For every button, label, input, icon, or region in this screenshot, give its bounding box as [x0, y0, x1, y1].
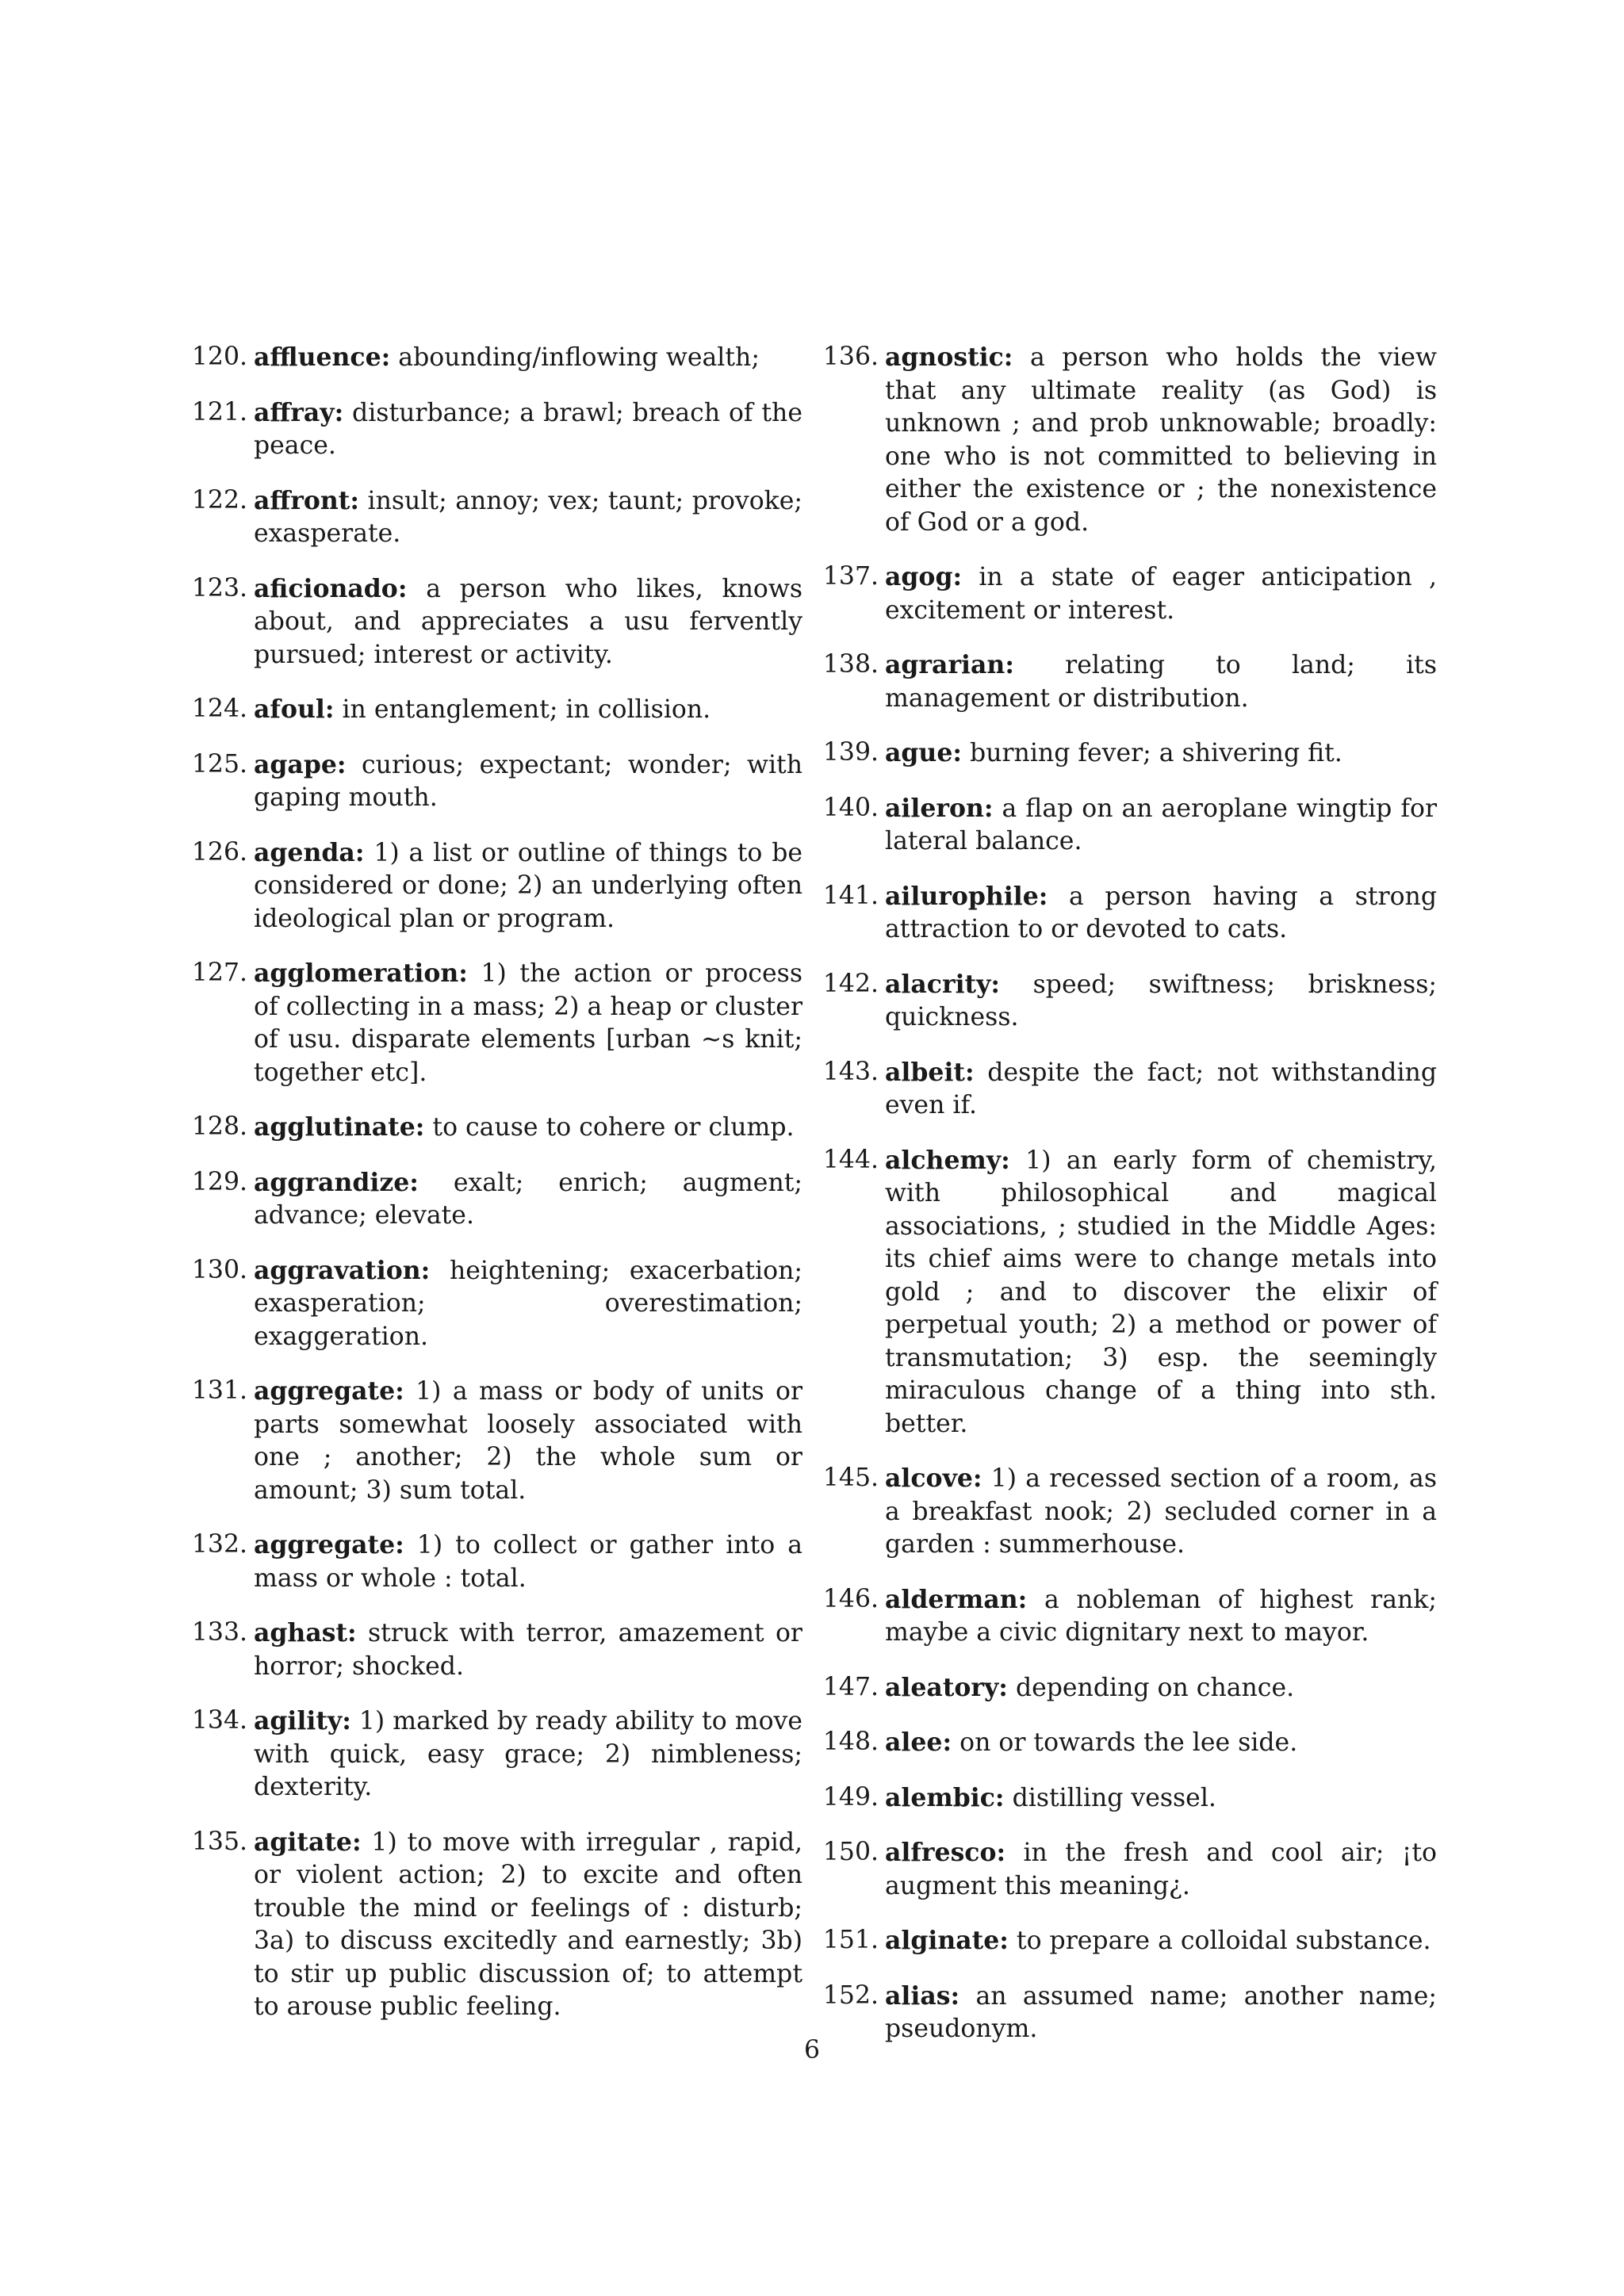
entry-definition: distilling vessel.	[1012, 1783, 1216, 1812]
entry-term: agape:	[254, 749, 347, 779]
dictionary-entry	[818, 1671, 1437, 1705]
entry-definition: in entanglement; in collision.	[342, 695, 711, 724]
dictionary-entry	[818, 649, 1437, 715]
entry-term: alcove:	[885, 1464, 982, 1493]
entry-definition: in a state of eager anticipation , excitement or interest.	[885, 563, 1437, 625]
dictionary-entry	[187, 1617, 802, 1683]
dictionary-entry	[818, 1924, 1437, 1958]
entry-definition: 1) a mass or body of units or parts somewhat loosely associated with one ; another; 2) the whole sum or amount; 3) sum total.	[254, 1377, 802, 1505]
entry-term: agglutinate:	[254, 1112, 425, 1142]
entry-definition: insult; annoy; vex; taunt; provoke; exasperate.	[254, 486, 803, 548]
entry-definition: 1) to collect or gather into a mass or whole : total.	[254, 1531, 802, 1593]
dictionary-entry	[818, 792, 1437, 859]
entry-definition: burning fever; a shivering fit.	[970, 739, 1342, 767]
entry-term: agog:	[885, 562, 963, 591]
entry-number: 146.	[822, 1584, 879, 1613]
entry-number: 140.	[822, 793, 879, 822]
dictionary-entry	[187, 396, 802, 463]
entry-number: 147.	[822, 1672, 879, 1701]
entry-number: 149.	[822, 1782, 879, 1812]
entry-term: aggregate:	[254, 1376, 404, 1406]
entry-term: ague:	[885, 738, 963, 767]
entry-definition: to cause to cohere or clump.	[432, 1113, 795, 1142]
entry-number: 137.	[822, 562, 879, 591]
entry-term: ailurophile:	[885, 881, 1048, 911]
dictionary-entry	[187, 1254, 802, 1354]
entry-term: agitate:	[254, 1827, 362, 1857]
entry-definition: 1) an early form of chemistry, with philosophical and magical associations, ; studied in the Middle Ages: its chief aims were to change metals into gold ; and to discover the elixir of perpetual youth; 2) a method or power of transmutation; 3) esp. the seemingly miraculous change of a thing into sth. better.	[885, 1146, 1437, 1438]
entry-term: alacrity:	[885, 969, 1001, 999]
dictionary-entry	[187, 957, 802, 1089]
entry-definition: speed; swiftness; briskness; quickness.	[885, 970, 1437, 1031]
entry-number: 145.	[822, 1464, 879, 1492]
entry-number: 143.	[822, 1057, 879, 1086]
dictionary-entry	[818, 1836, 1437, 1903]
left-column	[187, 341, 802, 2045]
entry-term: agglomeration:	[254, 959, 468, 988]
dictionary-entry	[187, 1705, 802, 1804]
entry-number: 122.	[191, 485, 247, 515]
entry-definition: to prepare a colloidal substance.	[1016, 1927, 1431, 1955]
entry-definition: an assumed name; another name; pseudonym.	[885, 1981, 1437, 2043]
dictionary-entry	[818, 1462, 1437, 1562]
entry-number: 120.	[191, 342, 247, 371]
entry-term: aggregate:	[254, 1530, 404, 1559]
dictionary-entry	[818, 737, 1437, 771]
dictionary-entry	[187, 484, 802, 551]
entry-term: alchemy:	[885, 1145, 1010, 1175]
entry-number: 144.	[822, 1145, 879, 1174]
entry-number: 121.	[191, 397, 247, 427]
entry-term: aghast:	[254, 1618, 357, 1647]
page-number: 6	[803, 2036, 821, 2064]
entry-term: afoul:	[254, 695, 335, 724]
entry-number: 132.	[191, 1530, 247, 1559]
dictionary-entry	[818, 1781, 1437, 1816]
entry-number: 151.	[822, 1926, 879, 1954]
entry-term: aficionado:	[254, 573, 408, 603]
entry-definition: a flap on an aeroplane wingtip for lateral balance.	[885, 794, 1438, 855]
entry-term: alias:	[885, 1980, 960, 2011]
dictionary-entry	[187, 1166, 802, 1233]
entry-number: 141.	[822, 881, 879, 910]
entry-definition: in the fresh and cool air; ¡to augment this meaning¿.	[885, 1839, 1438, 1900]
entry-term: aileron:	[885, 793, 994, 823]
entry-definition: despite the fact; not withstanding even if.	[885, 1058, 1437, 1119]
entry-term: agenda:	[254, 837, 365, 867]
entry-term: alfresco:	[885, 1838, 1006, 1867]
entry-definition: on or towards the lee side.	[959, 1728, 1298, 1757]
entry-term: affluence:	[254, 342, 391, 372]
entry-definition: struck with terror, amazement or horror; shocked.	[254, 1619, 802, 1681]
dictionary-entry	[187, 748, 802, 815]
entry-definition: 1) to move with irregular , rapid, or violent action; 2) to excite and often trouble the mind or feelings of : disturb; 3a) to discuss excitedly and earnestly; 3b) to stir up public discussion of; to attempt to arouse public feeling.	[254, 1827, 803, 2021]
entry-number: 133.	[191, 1618, 247, 1647]
entry-definition: disturbance; a brawl; breach of the peace.	[254, 398, 802, 460]
entry-definition: curious; expectant; wonder; with gaping mouth.	[254, 750, 803, 812]
entry-number: 134.	[191, 1706, 247, 1735]
entry-term: aleatory:	[885, 1672, 1008, 1702]
dictionary-entry	[187, 693, 802, 727]
entry-term: affray:	[254, 397, 344, 427]
entry-term: affront:	[254, 485, 359, 515]
dictionary-entry	[818, 1144, 1437, 1441]
entry-term: alginate:	[885, 1926, 1009, 1955]
entry-definition: 1) the action or process of collecting in a mass; 2) a heap or cluster of usu. disparate elements [urban ∼s knit; together etc].	[254, 959, 803, 1087]
entry-number: 152.	[822, 1980, 879, 2010]
entry-number: 124.	[191, 695, 247, 723]
entry-definition: abounding/inflowing wealth;	[398, 343, 760, 372]
entry-number: 138.	[822, 650, 879, 679]
entry-number: 131.	[191, 1376, 247, 1405]
entry-number: 130.	[191, 1255, 247, 1284]
entry-definition: exalt; enrich; augment; advance; elevate.	[254, 1168, 803, 1230]
entry-term: aggrandize:	[254, 1167, 419, 1197]
right-column	[818, 341, 1437, 2068]
dictionary-entry	[187, 1826, 802, 2024]
entry-number: 123.	[191, 573, 247, 603]
entry-number: 126.	[191, 837, 247, 867]
dictionary-entry	[818, 880, 1437, 947]
entry-definition: 1) marked by ready ability to move with quick, easy grace; 2) nimbleness; dexterity.	[254, 1707, 802, 1801]
entry-definition: 1) a list or outline of things to be considered or done; 2) an underlying often ideological plan or program.	[254, 838, 803, 933]
entry-definition: 1) a recessed section of a room, as a breakfast nook; 2) secluded corner in a garden : summerhouse.	[885, 1464, 1437, 1559]
dictionary-entry	[818, 1056, 1437, 1123]
dictionary-entry	[187, 1375, 802, 1507]
dictionary-entry	[818, 1726, 1437, 1760]
entry-definition: a person who holds the view that any ultimate reality (as God) is unknown ; and prob unknowable; broadly: one who is not committed to believing in either the existence or ; the nonexistence of God or a god.	[885, 343, 1438, 537]
entry-term: agility:	[254, 1706, 351, 1735]
entry-definition: heightening; exacerbation; exasperation; overestimation; exaggeration.	[254, 1256, 802, 1351]
entry-term: alderman:	[885, 1584, 1028, 1614]
entry-definition: a person who likes, knows about, and appreciates a usu fervently pursued; interest or activity.	[254, 574, 802, 669]
entry-term: agrarian:	[885, 650, 1014, 679]
dictionary-entry	[187, 836, 802, 936]
dictionary-entry	[187, 341, 802, 375]
entry-number: 127.	[191, 959, 247, 987]
entry-term: albeit:	[885, 1057, 975, 1087]
dictionary-entry	[187, 1111, 802, 1145]
entry-term: agnostic:	[885, 342, 1013, 372]
entry-term: alembic:	[885, 1782, 1005, 1812]
entry-number: 125.	[191, 749, 247, 779]
entry-definition: a nobleman of highest rank; maybe a civic dignitary next to mayor.	[885, 1585, 1437, 1647]
dictionary-entry	[187, 572, 802, 672]
entry-term: alee:	[885, 1728, 952, 1757]
entry-definition: relating to land; its management or distribution.	[885, 651, 1437, 713]
entry-number: 128.	[191, 1112, 247, 1141]
dictionary-entry	[818, 341, 1437, 539]
entry-number: 136.	[822, 342, 879, 371]
dictionary-entry	[818, 1583, 1437, 1650]
entry-number: 148.	[822, 1728, 879, 1756]
entry-number: 129.	[191, 1167, 247, 1196]
entry-term: aggravation:	[254, 1255, 431, 1285]
dictionary-entry	[818, 968, 1437, 1035]
entry-number: 142.	[822, 969, 879, 998]
entry-number: 150.	[822, 1838, 879, 1866]
dictionary-entry	[187, 1529, 802, 1595]
entry-definition: depending on chance.	[1015, 1673, 1295, 1702]
entry-number: 139.	[822, 738, 879, 767]
entry-number: 135.	[191, 1827, 247, 1856]
entry-definition: a person having a strong attraction to or devoted to cats.	[885, 882, 1437, 943]
dictionary-entry	[818, 561, 1437, 627]
